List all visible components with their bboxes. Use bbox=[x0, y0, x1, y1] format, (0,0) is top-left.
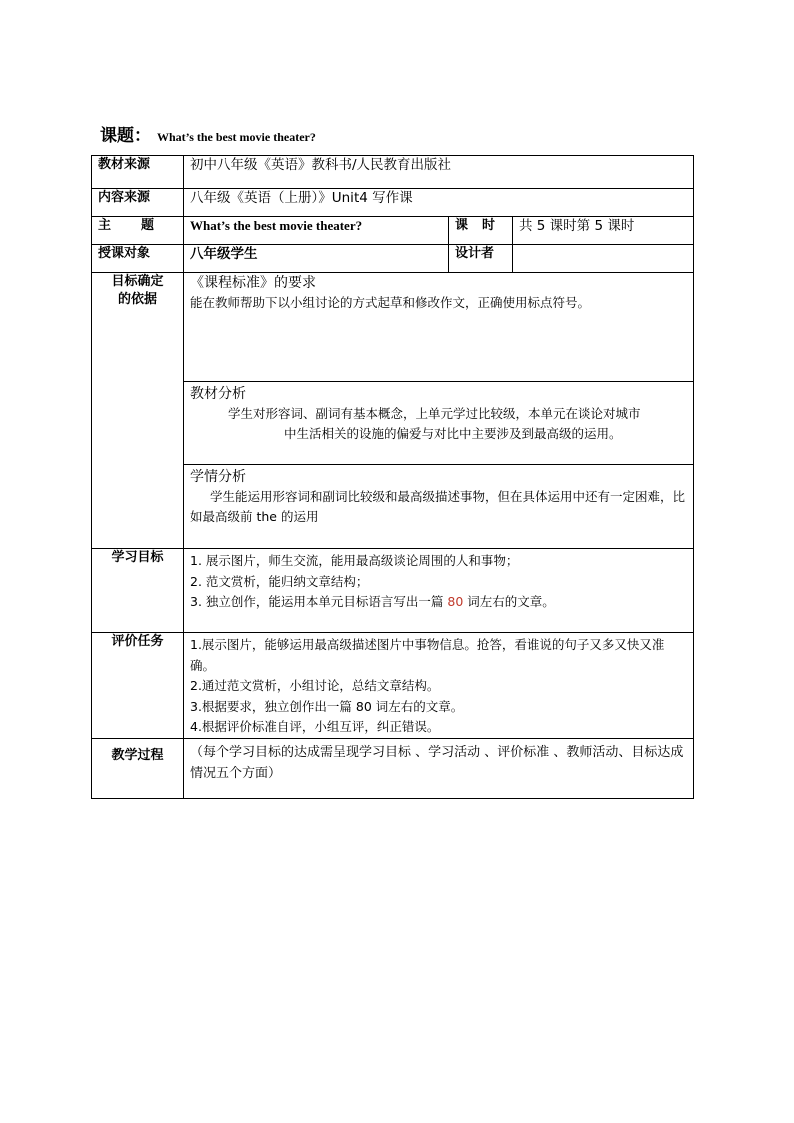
label-hours bbox=[449, 217, 513, 245]
label-hours-a: 课 bbox=[455, 218, 469, 233]
row-audience bbox=[92, 245, 694, 273]
standard-heading: 《课程标准》的要求 bbox=[190, 275, 316, 291]
title-text: What’s the best movie theater? bbox=[157, 130, 316, 144]
cell-assessment bbox=[184, 633, 694, 739]
material-line2: 中生活相关的设施的偏爱与对比中主要涉及到最高级的运用。 bbox=[284, 426, 622, 441]
value-topic: What’s the best movie theater? bbox=[184, 217, 449, 245]
label-process: 教学过程 bbox=[92, 738, 184, 798]
title-label: 课题： bbox=[100, 126, 151, 146]
process-text: （每个学习目标的达成需呈现学习目标 、学习活动 、评价标准 、教师活动、目标达成情况五个方面） bbox=[190, 744, 684, 781]
objective-item-1: 1. 展示图片，师生交流，能用最高级谈论周围的人和事物； bbox=[190, 553, 519, 568]
value-designer bbox=[513, 245, 694, 273]
cell-standard bbox=[184, 273, 694, 382]
row-process bbox=[92, 738, 694, 798]
material-line1: 学生对形容词、副词有基本概念，上单元学过比较级，本单元在谈论对城市 bbox=[228, 406, 641, 421]
cell-process bbox=[184, 738, 694, 798]
label-objectives: 学习目标 bbox=[92, 549, 184, 633]
value-textbook-source: 初中八年级《英语》教科书/人民教育出版社 bbox=[184, 156, 694, 189]
row-topic bbox=[92, 217, 694, 245]
student-heading: 学情分析 bbox=[190, 469, 246, 485]
label-audience: 授课对象 bbox=[92, 245, 184, 273]
standard-text: 能在教师帮助下以小组讨论的方式起草和修改作文，正确使用标点符号。 bbox=[190, 295, 591, 310]
assessment-item-3: 3.根据要求，独立创作出一篇 80 词左右的文章。 bbox=[190, 698, 464, 714]
label-basis-line2: 的依据 bbox=[117, 292, 157, 307]
document-title bbox=[100, 124, 316, 148]
value-content-source: 八年级《英语（上册）》Unit4 写作课 bbox=[184, 189, 694, 217]
row-objectives bbox=[92, 549, 694, 633]
objective-item-3-b: 词左右的文章。 bbox=[463, 594, 555, 609]
row-textbook-source bbox=[92, 156, 694, 189]
label-topic bbox=[92, 217, 184, 245]
label-topic-a: 主 bbox=[98, 218, 112, 233]
cell-material bbox=[184, 382, 694, 465]
objective-item-3 bbox=[190, 592, 687, 613]
material-heading: 教材分析 bbox=[190, 386, 246, 402]
cell-student bbox=[184, 465, 694, 549]
assessment-item-1: 1.展示图片，能够运用最高级描述图片中事物信息。抢答，看谁说的句子又多又快又准确。 bbox=[190, 637, 665, 673]
value-audience: 八年级学生 bbox=[184, 245, 449, 273]
objective-item-2: 2. 范文赏析，能归纳文章结构； bbox=[190, 573, 369, 589]
assessment-item-2: 2.通过范文赏析，小组讨论，总结文章结构。 bbox=[190, 678, 440, 693]
label-basis-line1: 目标确定 bbox=[111, 274, 164, 289]
objective-item-3-a: 3. 独立创作，能运用本单元目标语言写出一篇 bbox=[190, 594, 448, 609]
lesson-plan-table bbox=[91, 155, 694, 799]
objective-item-3-number: 80 bbox=[447, 594, 464, 609]
label-hours-b: 时 bbox=[482, 218, 496, 233]
cell-objectives bbox=[184, 549, 694, 633]
label-basis bbox=[92, 273, 184, 549]
label-designer: 设计者 bbox=[449, 245, 513, 273]
label-textbook-source: 教材来源 bbox=[92, 156, 184, 189]
label-content-source: 内容来源 bbox=[92, 189, 184, 217]
row-assessment bbox=[92, 633, 694, 739]
label-topic-b: 题 bbox=[141, 218, 155, 233]
assessment-item-4: 4.根据评价标准自评，小组互评，纠正错误。 bbox=[190, 719, 440, 734]
student-text: 学生能运用形容词和副词比较级和最高级描述事物，但在具体运用中还有一定困难，比如最高级前 the 的运用 bbox=[190, 489, 686, 524]
value-hours: 共 5 课时第 5 课时 bbox=[513, 217, 694, 245]
row-standard bbox=[92, 273, 694, 382]
row-content-source bbox=[92, 189, 694, 217]
label-assessment: 评价任务 bbox=[92, 633, 184, 739]
